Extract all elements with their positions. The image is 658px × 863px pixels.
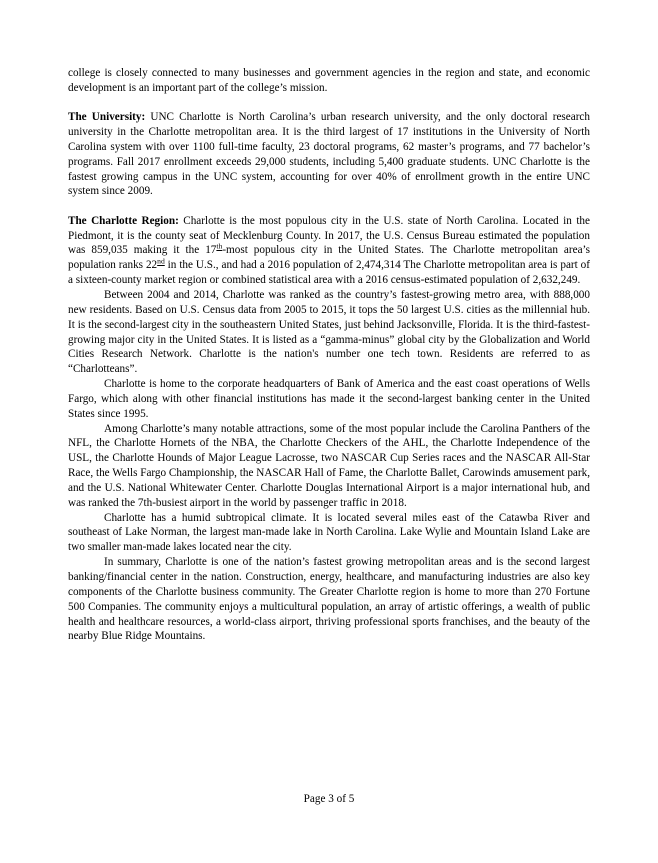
paragraph-charlotte-region bbox=[68, 214, 590, 288]
run-in-heading-the-university: The University: bbox=[68, 111, 146, 124]
paragraph-the-university-text: UNC Charlotte is North Carolina’s urban research university, and the only doctoral research university in the Charlotte metropolitan area. It is the third largest of 17 institutions in the University of North Carolina system with over 1100 full-time faculty, 23 doctoral programs, 62 master’s programs, and 77 bachelor’s programs. Fall 2017 enrollment exceeds 29,000 students, including 5,400 graduate students. UNC Charlotte is the fastest growing campus in the UNC system, accounting for over 40% of enrollment growth in the entire UNC system since 2009. bbox=[68, 111, 590, 198]
paragraph-attractions: Among Charlotte’s many notable attractions, some of the most popular include the Carolina Panthers of the NFL, the Charlotte Hornets of the NBA, the Charlotte Checkers of the AHL, the Charlotte Independence of the USL, the Charlotte Hounds of Major League Lacrosse, two NASCAR Cup Series races and the NASCAR All-Star Race, the Wells Fargo Championship, the NASCAR Hall of Fame, the Charlotte Ballet, Carowinds amusement park, and the U.S. National Whitewater Center. Charlotte Douglas International Airport is a major international hub, and was ranked the 7th-busiest airport in the world by passenger traffic in 2018. bbox=[68, 422, 590, 509]
document-body bbox=[68, 66, 590, 644]
paragraph-climate-geography: Charlotte has a humid subtropical climate. It is located several miles east of the Catawba River and southeast of Lake Norman, the largest man-made lake in North Carolina. Lake Wylie and Mountain Island Lake are two smaller man-made lakes located near the city. bbox=[68, 511, 590, 554]
page-footer bbox=[0, 792, 658, 807]
paragraph-intro-continuation: college is closely connected to many businesses and government agencies in the region and state, and economic development is an important part of the college’s mission. bbox=[68, 67, 590, 94]
charlotte-region-text-part-3: in the U.S., and had a 2016 population of 2,474,314 The Charlotte metropolitan area is part of a sixteen-county market region or combined statistical area with a 2016 census-estimated population of 2,632,249. bbox=[68, 259, 590, 287]
paragraph-growth-ranking: Between 2004 and 2014, Charlotte was ranked as the country’s fastest-growing metro area, with 888,000 new residents. Based on U.S. Census data from 2005 to 2015, it tops the 50 largest U.S. cities as the millennial hub. It is the second-largest city in the southeastern United States, just behind Jacksonville, Florida. It is the third-fastest-growing major city in the United States. It is listed as a “gamma-minus” global city by the Globalization and World Cities Research Network. Charlotte is the nation's number one tech town. Residents are referred to as “Charlotteans”. bbox=[68, 288, 590, 376]
run-in-heading-charlotte-region: The Charlotte Region: bbox=[68, 214, 179, 227]
paragraph-the-university bbox=[68, 110, 590, 199]
page-number-label: Page 3 of 5 bbox=[303, 793, 355, 805]
paragraph-summary: In summary, Charlotte is one of the nation’s fastest growing metropolitan areas and is the second largest banking/financial center in the nation. Construction, energy, healthcare, and manufacturing industries are also key components of the Charlotte business community. The Greater Charlotte region is home to more than 270 Fortune 500 Companies. The community enjoys a multicultural population, an array of artistic offerings, a wealth of public health and healthcare resources, a world-class airport, thriving professional sports franchises, and the beauty of the nearby Blue Ridge Mountains. bbox=[68, 556, 590, 643]
charlotte-region-text-part-2: -most populous city in the United States. The Charlotte metropolitan area’s population ranks 22 bbox=[68, 244, 590, 272]
ordinal-superscript-17th: th bbox=[216, 241, 223, 251]
charlotte-region-text-part-1: Charlotte is the most populous city in the U.S. state of North Carolina. Located in the Piedmont, it is the county seat of Mecklenburg County. In 2017, the U.S. Census Bureau estimated the population was 859,035 making it the 17 bbox=[68, 214, 590, 257]
paragraph-banking: Charlotte is home to the corporate headquarters of Bank of America and the east coast operations of Wells Fargo, which along with other financial institutions has made it the second-largest banking center in the United States since 1995. bbox=[68, 378, 590, 420]
ordinal-superscript-22nd: nd bbox=[157, 256, 165, 266]
